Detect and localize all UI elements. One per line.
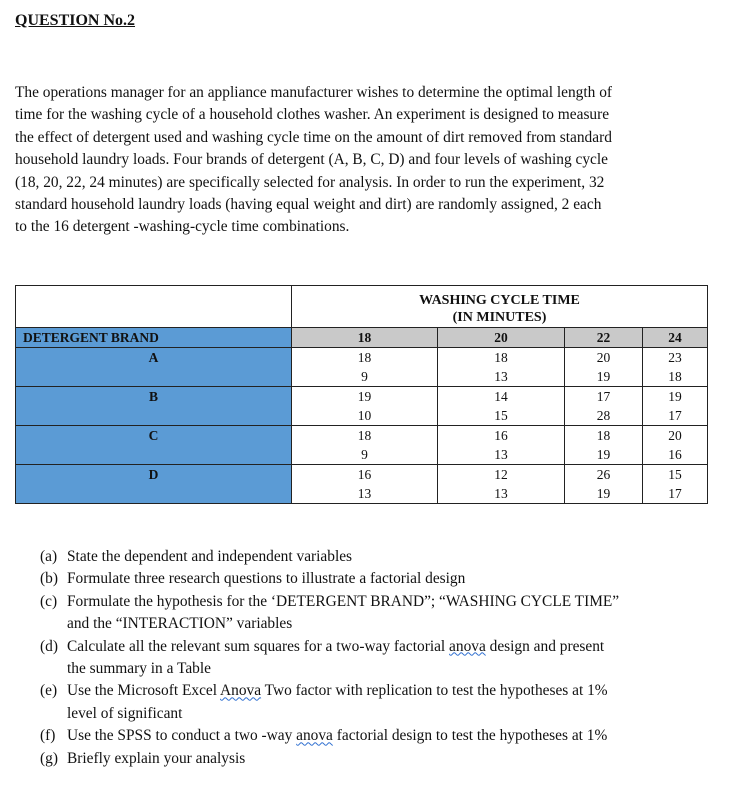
intro-line: standard household laundry loads (having equal weight and dirt) are randomly assigned, 2 each (15, 196, 602, 214)
value: 19 (596, 447, 611, 462)
question-label: (c) (40, 592, 58, 610)
intro-line: the effect of detergent used and washing cycle time on the amount of dirt removed from standard (15, 128, 612, 146)
time-header-22: 22 (565, 328, 643, 348)
value-cell (643, 387, 708, 426)
brand-cell: C (16, 426, 292, 465)
question-c (40, 591, 720, 636)
brand-cell: B (16, 387, 292, 426)
detergent-brand-header: DETERGENT BRAND (16, 328, 292, 348)
spellcheck-word: Anova (220, 682, 262, 700)
brand-cell: A (16, 348, 292, 387)
question-text: Formulate the hypothesis for the ‘DETERGENT BRAND”; “WASHING CYCLE TIME” (67, 592, 620, 610)
value-cell (292, 387, 438, 426)
question-label: (f) (40, 727, 56, 745)
intro-line: household laundry loads. Four brands of detergent (A, B, C, D) and four levels of washing cycle (15, 151, 608, 169)
value: 18 (596, 428, 611, 443)
value: 13 (357, 486, 372, 501)
question-d (40, 636, 720, 681)
value: 16 (357, 467, 372, 482)
value-cell (643, 426, 708, 465)
time-header-24: 24 (643, 328, 708, 348)
value-cell (643, 465, 708, 504)
value-cell (643, 348, 708, 387)
time-header-18: 18 (292, 328, 438, 348)
value: 10 (357, 408, 372, 423)
intro-line: to the 16 detergent -washing-cycle time combinations. (15, 218, 350, 236)
question-text: and the “INTERACTION” variables (67, 615, 293, 633)
spellcheck-word: anova (449, 637, 486, 655)
question-text: Use the SPSS to conduct a two -way anova factorial design to test the hypotheses at 1% (67, 727, 608, 745)
value-cell (565, 465, 643, 504)
question-label: (d) (40, 637, 58, 655)
column-header-row (16, 328, 708, 348)
question-list (40, 546, 720, 770)
value: 16 (494, 428, 508, 443)
washing-cycle-time-header (292, 286, 708, 328)
value: 17 (668, 486, 682, 501)
question-text: State the dependent and independent variables (67, 548, 353, 565)
header-line-1: WASHING CYCLE TIME (419, 293, 580, 308)
value-cell (565, 426, 643, 465)
value: 19 (357, 389, 372, 404)
value: 15 (494, 408, 508, 423)
value-cell (565, 387, 643, 426)
value: 9 (361, 369, 368, 384)
value: 28 (596, 408, 611, 423)
table-header-row (16, 286, 708, 328)
value-cell (438, 348, 565, 387)
value-cell (292, 348, 438, 387)
value: 19 (596, 369, 611, 384)
question-f (40, 725, 720, 747)
question-text: Formulate three research questions to illustrate a factorial design (67, 570, 466, 588)
time-header-20: 20 (438, 328, 565, 348)
question-label: (a) (40, 548, 58, 565)
question-g (40, 748, 720, 770)
intro-paragraph (15, 82, 720, 239)
value: 13 (494, 369, 508, 384)
question-text: Briefly explain your analysis (67, 749, 246, 767)
value: 9 (361, 447, 368, 462)
question-label: (e) (40, 682, 58, 700)
question-label: (g) (40, 749, 58, 767)
value: 26 (596, 467, 611, 482)
value-cell (292, 426, 438, 465)
intro-line: (18, 20, 22, 24 minutes) are specifically selected for analysis. In order to run the experiment, 32 (15, 173, 605, 191)
question-text: level of significant (67, 704, 183, 722)
value: 17 (668, 408, 682, 423)
question-text: Calculate all the relevant sum squares for a two-way factorial anova design and present (67, 637, 605, 655)
question-title: QUESTION No.2 (15, 12, 136, 29)
value: 15 (668, 467, 682, 482)
value-cell (438, 465, 565, 504)
brand-cell: D (16, 465, 292, 504)
value: 19 (668, 389, 682, 404)
table-row (16, 348, 708, 387)
value: 17 (596, 389, 611, 404)
question-text: Use the Microsoft Excel Anova Two factor with replication to test the hypotheses at 1% (67, 682, 608, 700)
table-row (16, 465, 708, 504)
intro-line: The operations manager for an appliance manufacturer wishes to determine the optimal length of (15, 84, 613, 101)
table-row (16, 426, 708, 465)
value: 18 (357, 350, 372, 365)
value-cell (438, 426, 565, 465)
value-cell (565, 348, 643, 387)
question-e (40, 680, 720, 725)
value: 20 (668, 428, 682, 443)
value: 13 (494, 486, 508, 501)
question-a (40, 546, 720, 568)
value: 14 (494, 389, 508, 404)
value: 23 (668, 350, 682, 365)
value: 13 (494, 447, 508, 462)
value: 18 (357, 428, 372, 443)
question-label: (b) (40, 570, 58, 588)
value-cell (292, 465, 438, 504)
empty-corner-cell (16, 286, 292, 328)
table-row (16, 387, 708, 426)
value-cell (438, 387, 565, 426)
data-table (15, 285, 708, 504)
value: 18 (494, 350, 508, 365)
question-b (40, 568, 720, 590)
question-text: the summary in a Table (67, 660, 211, 678)
intro-line: time for the washing cycle of a household clothes washer. An experiment is designed to measure (15, 106, 610, 124)
value: 12 (494, 467, 508, 482)
value: 18 (668, 369, 682, 384)
value: 16 (668, 447, 682, 462)
value: 19 (596, 486, 611, 501)
value: 20 (596, 350, 611, 365)
header-line-2: (IN MINUTES) (452, 310, 547, 325)
spellcheck-word: anova (296, 727, 333, 745)
